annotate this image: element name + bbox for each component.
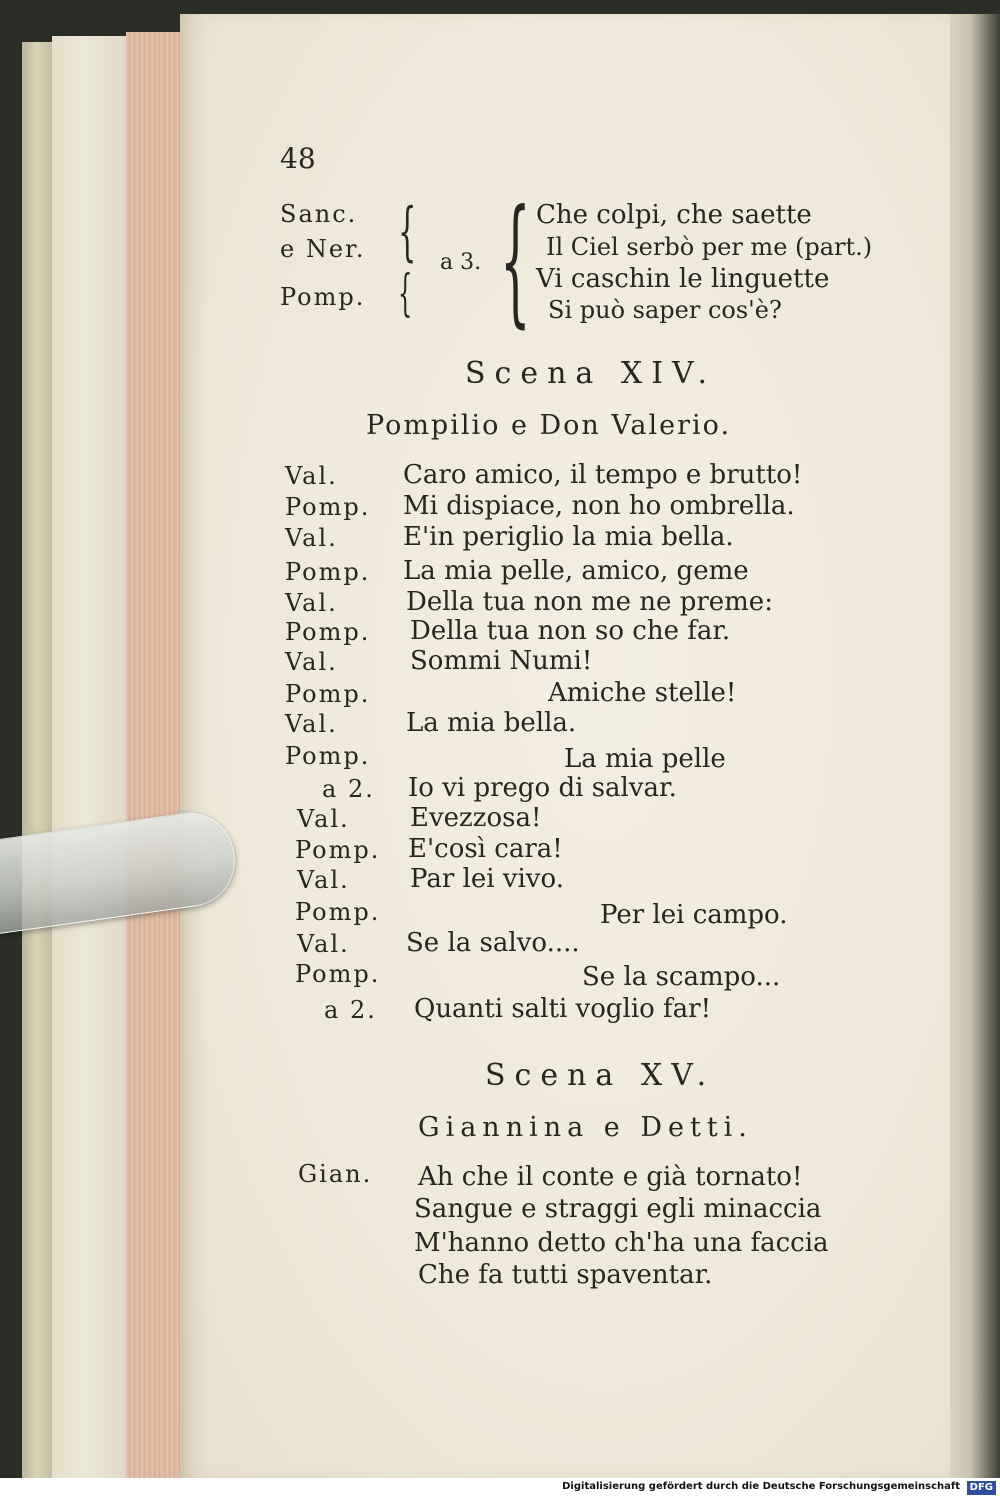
speaker-label: Val. — [285, 462, 338, 490]
page-stack — [126, 32, 182, 1478]
trio-speaker: Sanc. — [280, 200, 358, 228]
verse-line: Della tua non me ne preme: — [406, 587, 773, 617]
verse-line: Evezzosa! — [410, 803, 542, 833]
ensemble-mark: a 3. — [440, 250, 482, 275]
speaker-label: Pomp. — [295, 836, 381, 864]
verse-line: La mia bella. — [406, 708, 577, 738]
verse-line: E'così cara! — [408, 834, 563, 864]
speaker-label: Val. — [285, 524, 338, 552]
verse-line: La mia pelle — [564, 744, 726, 774]
speaker-label: Pomp. — [285, 493, 371, 521]
trio-speaker: Pomp. — [280, 283, 366, 311]
book-page-edge — [52, 36, 131, 1478]
book-edge — [22, 42, 52, 1478]
page-right-edge — [950, 14, 1000, 1478]
trio-line: Il Ciel serbò per me (part.) — [546, 233, 873, 261]
verse-line: Amiche stelle! — [548, 678, 737, 708]
trio-line: Che colpi, che saette — [536, 200, 812, 230]
speaker-label: a 2. — [324, 996, 377, 1024]
verse-line: Caro amico, il tempo e brutto! — [403, 460, 803, 490]
verse-line: Per lei campo. — [600, 900, 788, 930]
verse-line: M'hanno detto ch'ha una faccia — [414, 1228, 829, 1258]
scene-title: Scena XIV. — [465, 356, 717, 391]
verse-line: Par lei vivo. — [410, 864, 564, 894]
speaker-label: Gian. — [298, 1160, 373, 1188]
footer-credit: Digitalisierung gefördert durch die Deutsche Forschungsgemeinschaft — [562, 1481, 960, 1492]
dfg-logo: DFG — [967, 1481, 996, 1495]
verse-line: E'in periglio la mia bella. — [403, 522, 734, 552]
speaker-label: Val. — [297, 930, 350, 958]
verse-line: Ah che il conte e già tornato! — [418, 1162, 803, 1192]
speaker-label: Val. — [285, 648, 338, 676]
speaker-label: Val. — [297, 805, 350, 833]
brace-right: { — [500, 180, 531, 341]
brace-left-lower: { — [398, 264, 413, 322]
speaker-label: Pomp. — [285, 742, 371, 770]
verse-line: Sangue e straggi egli minaccia — [414, 1194, 822, 1224]
verse-line: Sommi Numi! — [410, 646, 593, 676]
speaker-label: Pomp. — [295, 960, 381, 988]
verse-line: Che fa tutti spaventar. — [418, 1260, 713, 1290]
brace-left-upper: { — [398, 195, 417, 269]
verse-line: Quanti salti voglio far! — [414, 994, 712, 1024]
speaker-label: Pomp. — [285, 618, 371, 646]
verse-line: Io vi prego di salvar. — [408, 773, 677, 803]
speaker-label: Val. — [285, 710, 338, 738]
verse-line: Mi dispiace, non ho ombrella. — [403, 491, 795, 521]
speaker-label: a 2. — [322, 775, 375, 803]
verse-line: Se la scampo... — [582, 962, 781, 992]
scene-cast: Pompilio e Don Valerio. — [366, 410, 732, 441]
page-number: 48 — [280, 142, 316, 175]
trio-line: Vi caschin le linguette — [536, 264, 830, 294]
verse-line: Se la salvo.... — [406, 928, 580, 958]
speaker-label: Pomp. — [285, 558, 371, 586]
speaker-label: Pomp. — [285, 680, 371, 708]
verse-line: Della tua non so che far. — [410, 616, 731, 646]
scene-cast: Giannina e Detti. — [418, 1112, 753, 1143]
verse-line: La mia pelle, amico, geme — [403, 556, 749, 586]
trio-line: Si può saper cos'è? — [548, 296, 782, 324]
trio-speaker: e Ner. — [280, 235, 366, 263]
speaker-label: Val. — [297, 866, 350, 894]
scene-title: Scena XV. — [485, 1058, 716, 1093]
speaker-label: Pomp. — [295, 898, 381, 926]
speaker-label: Val. — [285, 589, 338, 617]
